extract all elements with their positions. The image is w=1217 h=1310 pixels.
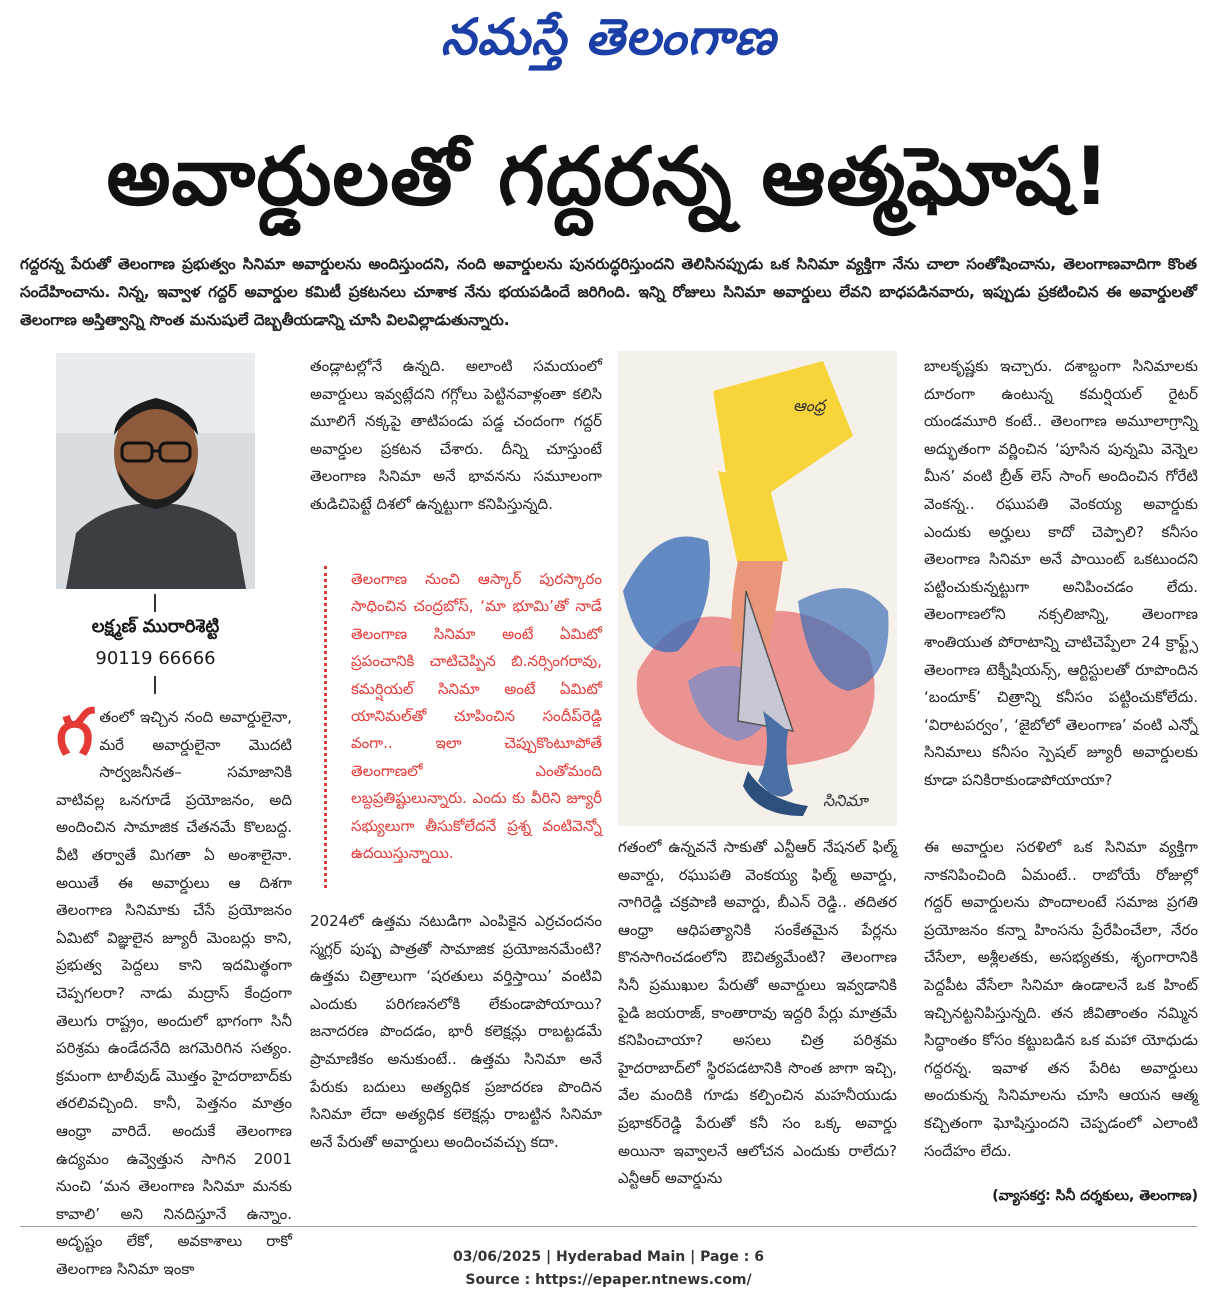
column-4-top [924,353,1198,823]
column-3-bottom-text: గతంలో ఉన్నవనే సాకుతో ఎన్టీఆర్ నేషనల్ ఫిల్మ్ అవార్డు, రఘుపతి వెంకయ్య ఫిల్మ్ అవార్డు, నాగిరెడ్డి చక్రపాణి అవార్డు, బీఎన్ రెడ్డి.. తదితర ఆంధ్రా ఆధిపత్యానికి సంకేతమైన పేర్లను కొనసాగించడంలోని ఔచిత్యమేంటి? తెలంగాణ సినీ ప్రముఖుల పేరుతో అవార్డులు ఇవ్వడానికి పైడి జయరాజ్, కాంతారావు ఇద్దరి పేర్లు మాత్రమే కనిపించాయా? అసలు చిత్ర పరిశ్రమ హైదరాబాద్‌లో స్థిరపడటానికి సొంత జాగా ఇచ్చి, వేల మందికి గూడు కల్పించిన మహనీయుడు ప్రభాకర్‌రెడ్డి పేరుతో కనీ సం ఒక్క అవార్డు అయినా ఇవ్వాలనే ఆలోచన ఎందుకు రాలేదు? ఎన్టీఆర్ అవార్డును [618,838,897,1188]
footer-source: Source : https://epaper.ntnews.com/ [465,1272,752,1288]
footer-date-edition: 03/06/2025 | Hyderabad Main | Page : 6 [452,1249,765,1265]
author-phone: 90119 66666 [95,648,216,669]
column-3-bottom [618,834,897,1212]
column-1-text: తంలో ఇచ్చిన నంది అవార్డులైనా, మరే అవార్డులైనా మొదటి సార్వజనీనత– సమాజానికి వాటివల్ల ఒనగూడే ప్రయోజనం, అది అందించిన సామాజిక చేతనమే కొలబద్ద. వీటి తర్వాతే మిగతా ఏ అంశాలైనా. అయితే ఈ అవార్డులు ఆ దిశగా తెలంగాణ సినిమాకు చేసే ప్రయోజనం ఏమిటో విజ్ఞులైన జ్యూరీ మెంబర్లు కాని, ప్రభుత్వ పెద్దలు కాని ఇదమిత్థంగా చెప్పగలరా? నాడు మద్రాస్ కేంద్రంగా తెలుగు రాష్ట్రం, అందులో భాగంగా సినీ పరిశ్రమ ఉండేదనేది జగమెరిగిన సత్యం. క్రమంగా టాలీవుడ్ మొత్తం హైదరాబాద్‌కు తరలివచ్చింది. కానీ, పెత్తనం మాత్రం ఆంధ్రా వారిదే. అందుకే తెలంగాణ ఉద్యమం ఉవ్వెత్తున సాగిన 2001 నుంచి ‘మన తెలంగాణ సినిమా మనకు కావాలి’ అని నినదిస్తూనే ఉన్నాం. అదృష్టం లేకో, అవకాశాలు రాకో తెలంగాణ సినిమా ఇంకా [56,708,292,1278]
column-2-bottom-text: 2024లో ఉత్తమ నటుడిగా ఎంపికైన ఎర్రచందనం స్మగ్లర్ పుష్ప పాత్రతో సామాజిక ప్రయోజనమేంటి? ఉత్తమ చిత్రాలుగా ‘షరతులు వర్తిస్తాయి’ వంటివి ఎందుకు పరిగణనలోకి లేకుండాపోయాయి? జనాదరణ పొందడం, భారీ కలెక్షన్లు రాబట్టడమే ప్రామాణికం అనుకుంటే.. ఉత్తమ సినిమా అనే పేరుకు బదులు అత్యధిక ప్రజాదరణ పొందిన సినిమా లేదా అత్యధిక కలెక్షన్లు రాబట్టిన సినిమా అనే పేరుతో అవార్డులు అందించవచ్చు కదా. [310,912,602,1151]
masthead-logo: నమస్తే తెలంగాణ [440,8,777,66]
author-photo [56,353,255,589]
headline: అవార్డులతో గద్దరన్న ఆత్మఘోష! [106,130,1111,223]
cartoon-caption: సినిమా [823,791,868,810]
column-4-bottom [924,834,1198,1184]
column-2-bottom [310,908,602,1208]
author-name: లక్ష్మణ్ మురారిశెట్టి [91,616,220,637]
column-2-top-text: తండ్లాటల్లోనే ఉన్నది. అలాంటి సమయంలో అవార్డులు ఇవ్వట్లేదని గగ్గోలు పెట్టినవాళ్లంతా కలిసి మూలిగే నక్కపై తాటిపండు పడ్డ చందంగా గద్దర్ అవార్డుల ప్రకటన చేశారు. దీన్ని చూస్తుంటే తెలంగాణ సినిమా అనే భావనను సమూలంగా తుడిచిపెట్టే దిశలో ఉన్నట్టుగా కనిపిస్తున్నది. [310,357,602,513]
divider-bottom [154,676,156,694]
divider-top [154,594,156,612]
intro-paragraph: గద్దరన్న పేరుతో తెలంగాణ ప్రభుత్వం సినిమా అవార్డులను అందిస్తుందని, నంది అవార్డులను పునరుద్ధరిస్తుందని తెలిసినప్పుడు ఒక సినిమా వ్యక్తిగా నేను చాలా సంతోషించాను, తెలంగాణవాదిగా కొంత సందేహించాను. నిన్న, ఇవ్వాళ గద్దర్ అవార్డుల కమిటీ ప్రకటనలు చూశాక నేను భయపడిందే జరిగింది. ఇన్ని రోజులు సినిమా అవార్డులు లేవని బాధపడినవారు, ఇప్పుడు ప్రకటించిన ఈ అవార్డులతో తెలంగాణ అస్తిత్వాన్ని సొంత మనుషులే దెబ్బతీయడాన్ని చూసి విలవిల్లాడుతున్నారు. [20,255,1197,329]
column-2-top [310,353,602,549]
column-4-top-text: బాలకృష్ణకు ఇచ్చారు. దశాబ్దంగా సినిమాలకు దూరంగా ఉంటున్న కమర్షియల్ రైటర్ యండమూరి కంటే.. తెలంగాణ అమూలాగ్రాన్ని అద్భుతంగా వర్ణించిన ‘పూసిన పున్నమి వెన్నెల మీన’ వంటి బ్రీత్ లెస్ సాంగ్ అందించిన గోరేటి వెంకన్న.. రఘుపతి వెంకయ్య అవార్డుకు ఎందుకు అర్హులు కాదో చెప్పాలి? కనీసం తెలంగాణ సినిమా అనే పాయింట్ ఒకటుందని పట్టించుకున్నట్టుగా అనిపించడం లేదు. తెలంగాణలోని నక్సలిజాన్ని, తెలంగాణ శాంతియుత పోరాటాన్ని చాటిచెప్పేలా 24 క్రాఫ్ట్స్ తెలంగాణ టెక్నీషియన్స్, ఆర్టిస్టులతో రూపొందిన ‘బందూక్’ చిత్రాన్ని కనీసం పట్టించుకోలేదు. ‘విరాటపర్వం’, ‘జైబోలో తెలంగాణ’ వంటి ఎన్నో సినిమాలు కనీసం స్పెషల్ జ్యూరీ అవార్డులకు కూడా పనికిరాకుండాపోయాయా? [924,357,1198,789]
footer-divider [20,1226,1197,1227]
column-4-bottom-text: ఈ అవార్డుల సరళిలో ఒక సినిమా వ్యక్తిగా నాకనిపించింది ఏమంటే.. రాబోయే రోజుల్లో గద్దర్ అవార్డులను పొందాలంటే సమాజ ప్రగతి ప్రయోజనం కన్నా హింసను ప్రేరేపించేలా, నేరం చేసేలా, అశ్లీలతకు, అసభ్యతకు, శృంగారానికి పెద్దపీట వేసేలా సినిమా ఉండాలనే ఒక హింట్ ఇచ్చినట్టనిపిస్తున్నది. తన జీవితాంతం నమ్మిన సిద్ధాంతం కోసం కట్టుబడిన ఒక మహా యోధుడు గద్దరన్న. ఇవాళ తన పేరిట అవార్డులు అందుకున్న సినిమాలను చూసి ఆయన ఆత్మ కచ్చితంగా ఘోషిస్తుందని చెప్పడంలో ఎలాంటి సందేహం లేదు. [924,838,1198,1160]
cartoon-illustration [618,351,897,826]
cartoon-tag: ఆంధ్ర [793,396,826,415]
dropcap: గ [56,696,94,770]
pull-quote: తెలంగాణ నుంచి ఆస్కార్ పురస్కారం సాధించిన చంద్రబోస్, ‘మా భూమి’తో నాడే తెలంగాణ సినిమా అంటే ఏమిటో ప్రపంచానికి చాటిచెప్పిన బి.నర్సింగరావు, కమర్షియల్ సినిమా అంటే ఏమిటో యానిమల్‌తో చూపించిన సందీప్‌రెడ్డి వంగా.. ఇలా చెప్పుకొంటూపోతే తెలంగాణలో ఎంతోమంది లబ్దప్రతిష్టులున్నారు. ఎందు కు వీరిని జ్యూరీ సభ్యులుగా తీసుకోలేదనే ప్రశ్న వంటివెన్నో ఉదయిస్తున్నాయి. [324,566,602,888]
column-1 [56,696,292,1278]
author-credit: (వ్యాసకర్త: సినీ దర్శకులు, తెలంగాణ) [992,1188,1198,1204]
